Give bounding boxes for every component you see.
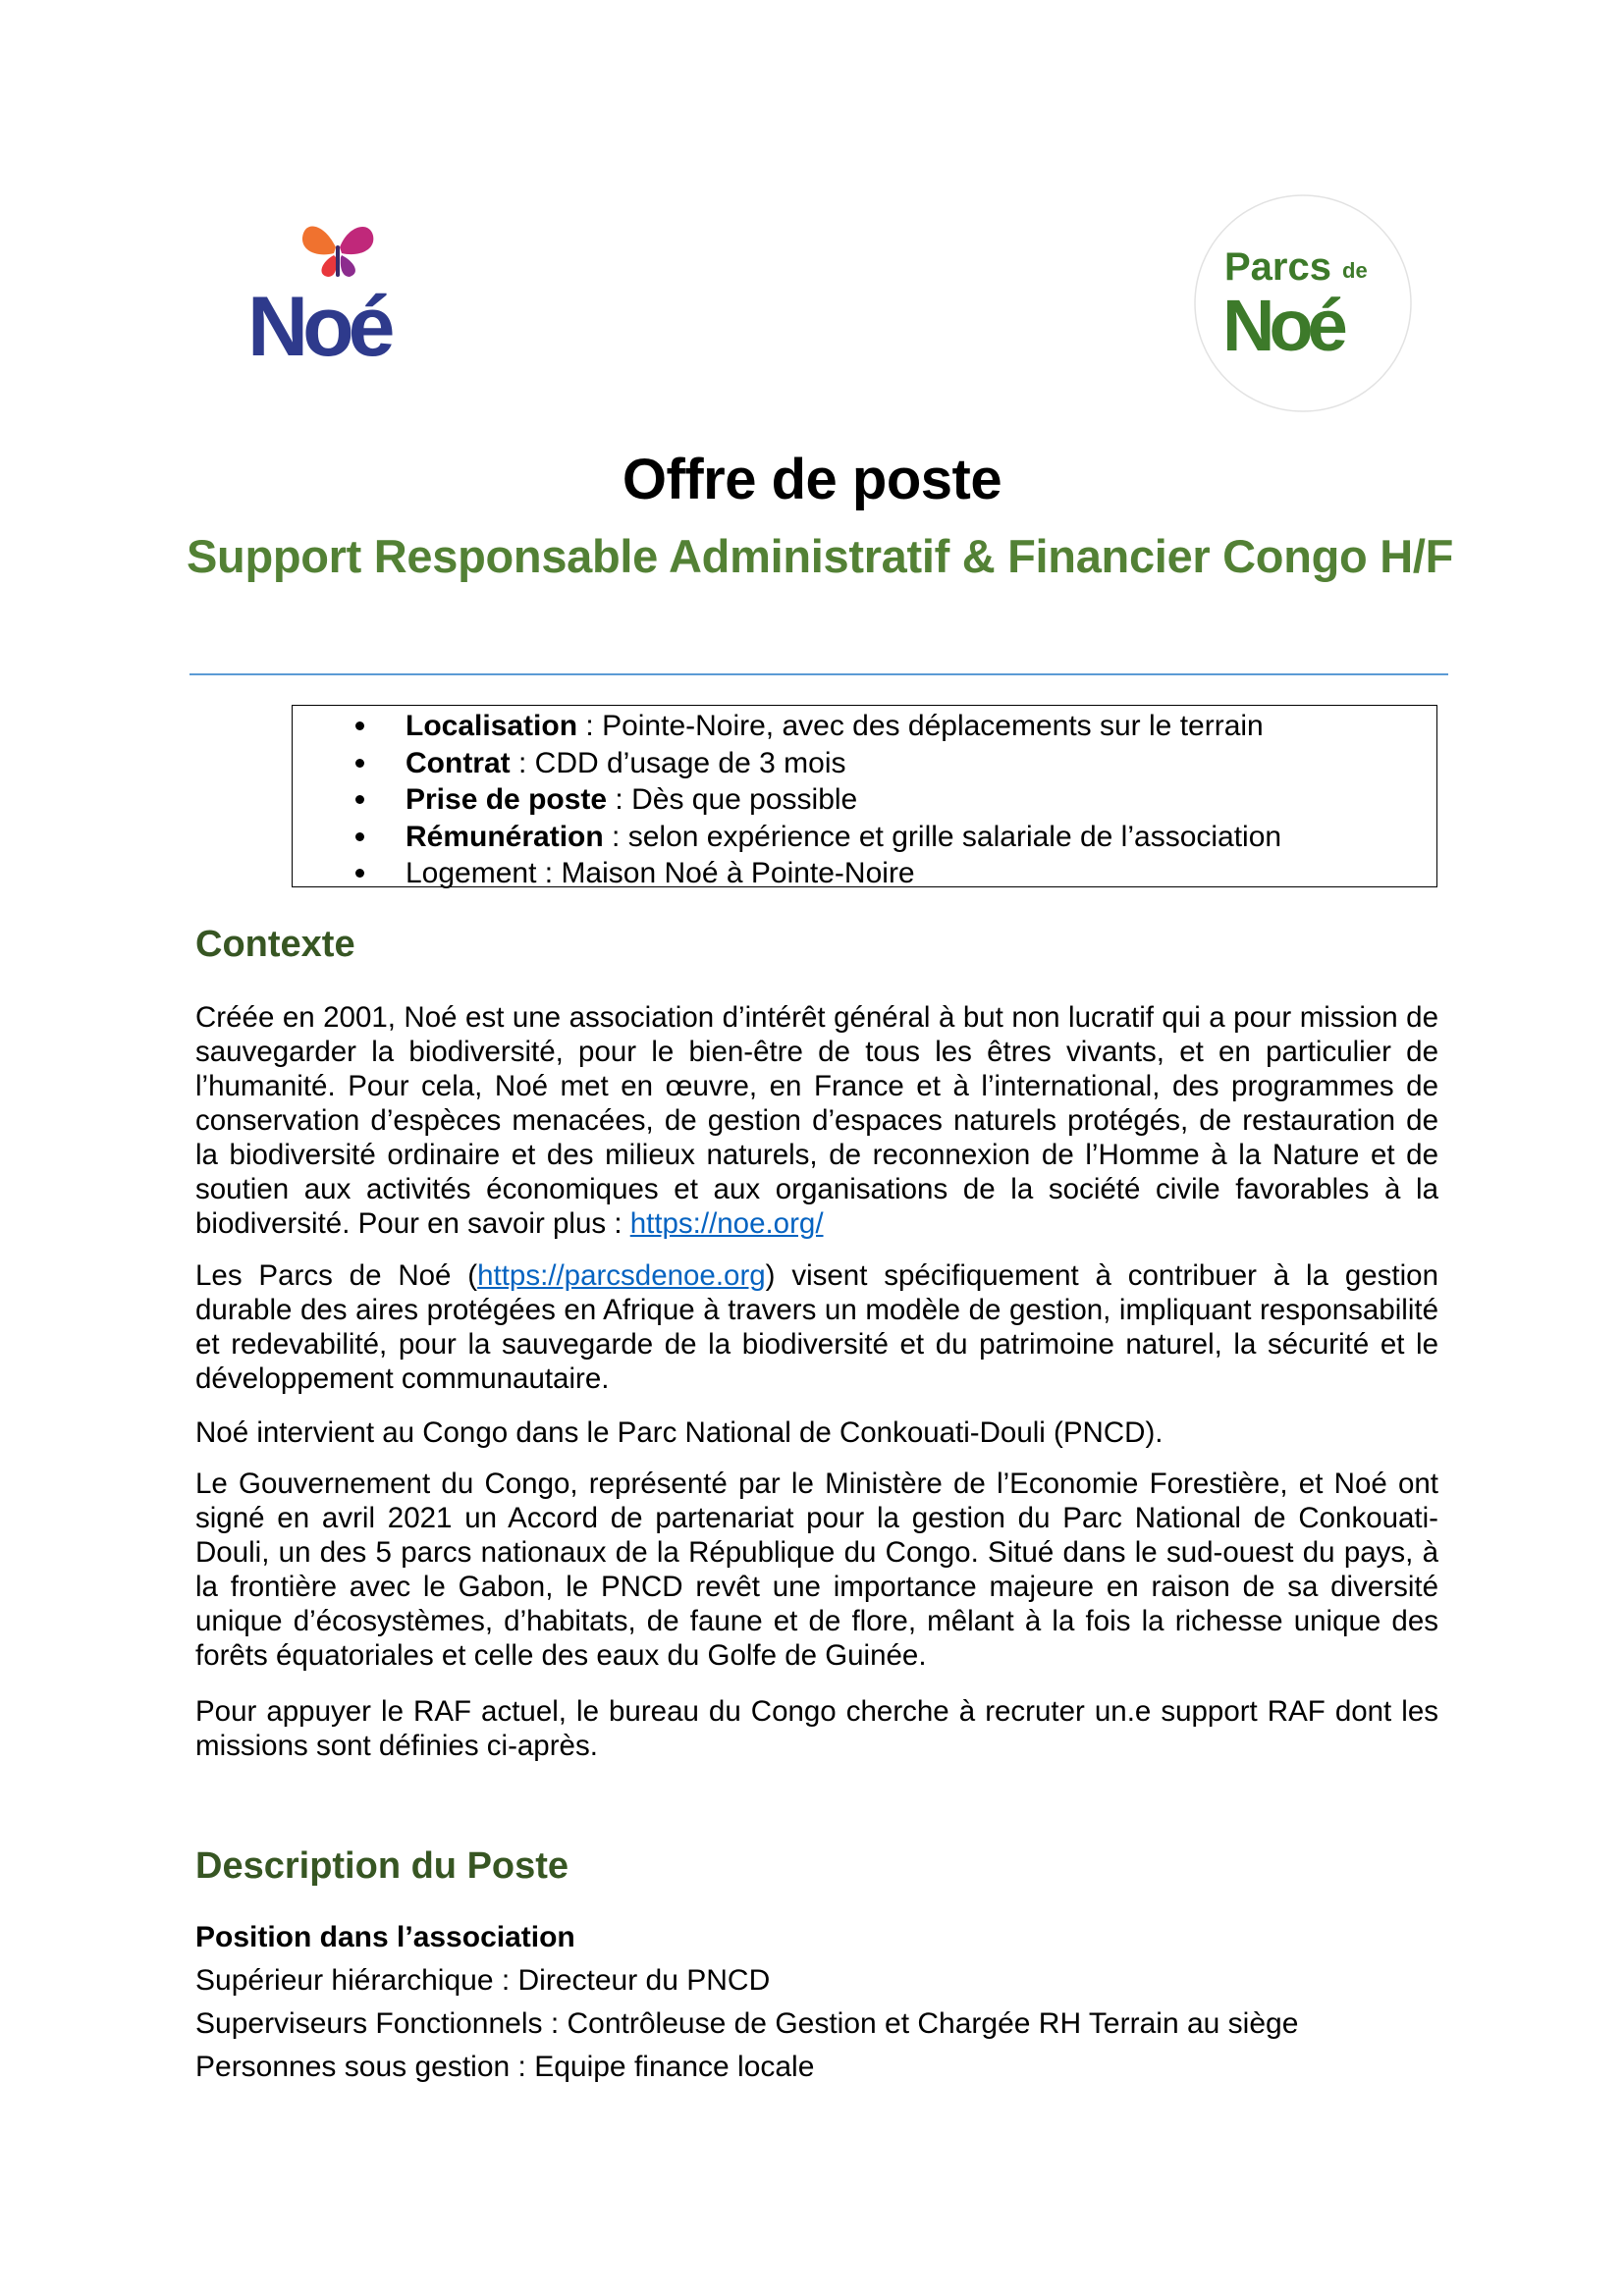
contexte-paragraph-2 — [195, 1258, 1438, 1396]
section-heading-contexte: Contexte — [195, 924, 355, 965]
paragraph-text: Les Parcs de Noé ( — [195, 1259, 478, 1292]
info-separator: : — [510, 746, 535, 779]
noe-logo — [245, 218, 432, 365]
superviseurs-line: Superviseurs Fonctionnels : Contrôleuse de Gestion et Chargée RH Terrain au siège — [195, 2007, 1299, 2040]
info-item-prise-de-poste — [293, 781, 1281, 819]
info-item-contrat — [293, 745, 1281, 782]
bullet-icon — [355, 759, 364, 768]
page-title: Offre de poste — [622, 448, 1002, 511]
parcs-logo-top: Parcs — [1224, 245, 1331, 289]
job-info-list — [293, 708, 1281, 892]
divider — [189, 673, 1448, 675]
info-label: Contrat — [406, 746, 511, 779]
parcs-logo-bottom: Noé — [1222, 285, 1342, 366]
info-separator: : — [577, 710, 603, 742]
info-label: Rémunération — [406, 820, 604, 853]
paragraph-text: ) visent spécifiquement à contribuer à la gestion durable des aires protégées en Afrique à travers un modèle de gestion, impliquant responsabilité et redevabilité, pour la sauvegarde de la biodiversité et du patrimoine naturel, la sécurité et le développement communautaire. — [195, 1259, 1438, 1395]
superieur-line: Supérieur hiérarchique : Directeur du PNCD — [195, 1964, 771, 1997]
info-value: CDD d’usage de 3 mois — [534, 746, 846, 779]
info-item-localisation — [293, 708, 1281, 745]
job-info-box — [292, 705, 1437, 887]
position-heading: Position dans l’association — [195, 1921, 575, 1953]
parcs-logo-de: de — [1342, 258, 1368, 283]
info-item-logement — [293, 855, 1281, 892]
info-value: selon expérience et grille salariale de l’association — [627, 820, 1282, 853]
parcs-website-link[interactable]: https://parcsdenoe.org — [477, 1259, 766, 1292]
section-heading-description: Description du Poste — [195, 1845, 569, 1887]
noe-website-link[interactable]: https://noe.org/ — [629, 1207, 824, 1240]
info-label: Localisation — [406, 710, 578, 742]
contexte-paragraph-3: Noé intervient au Congo dans le Parc National de Conkouati-Douli (PNCD). — [195, 1416, 1164, 1449]
info-value: Logement : Maison Noé à Pointe-Noire — [406, 857, 915, 889]
info-item-remuneration — [293, 819, 1281, 856]
noe-logo-text: Noé — [247, 280, 390, 365]
info-value: Dès que possible — [631, 783, 858, 816]
info-separator: : — [607, 783, 632, 816]
info-value: Pointe-Noire, avec des déplacements sur le terrain — [602, 710, 1264, 742]
parcs-de-noe-logo — [1193, 193, 1414, 414]
contexte-paragraph-1 — [195, 1000, 1438, 1241]
bullet-icon — [355, 721, 364, 730]
paragraph-text: Créée en 2001, Noé est une association d’intérêt général à but non lucratif qui a pour mission de sauvegarder la biodiversité, pour le bien-être de tous les êtres vivants, et en particulier de l’humanité. Pour cela, Noé met en œuvre, en France et à l’international, des programmes de conservation d’espèces menacées, de gestion d’espaces naturels protégés, de restauration de la biodiversité ordinaire et des milieux naturels, de reconnexion de l’Homme à la Nature et de soutien aux activités économiques et aux organisations de la société civile favorables à la biodiversité. Pour en savoir plus : — [195, 1001, 1438, 1240]
butterfly-icon — [302, 227, 373, 277]
bullet-icon — [355, 869, 364, 878]
info-separator: : — [603, 820, 628, 853]
bullet-icon — [355, 795, 364, 804]
job-title: Support Responsable Administratif & Financier Congo H/F — [187, 530, 1453, 582]
bullet-icon — [355, 832, 364, 841]
contexte-paragraph-5: Pour appuyer le RAF actuel, le bureau du Congo cherche à recruter un.e support RAF dont les missions sont définies ci-après. — [195, 1695, 1438, 1762]
info-label: Prise de poste — [406, 783, 608, 816]
personnes-line: Personnes sous gestion : Equipe finance locale — [195, 2051, 815, 2083]
contexte-paragraph-4: Le Gouvernement du Congo, représenté par le Ministère de l’Economie Forestière, et Noé ont signé en avril 2021 un Accord de partenariat pour la gestion du Parc National de Conkouati-Douli, un des 5 parcs nationaux de la République du Congo. Situé dans le sud-ouest du pays, à la frontière avec le Gabon, le PNCD revêt une importance majeure en raison de sa diversité unique d’écosystèmes, d’habitats, de faune et de flore, mêlant à la fois la richesse unique des forêts équatoriales et celle des eaux du Golfe de Guinée. — [195, 1468, 1438, 1672]
